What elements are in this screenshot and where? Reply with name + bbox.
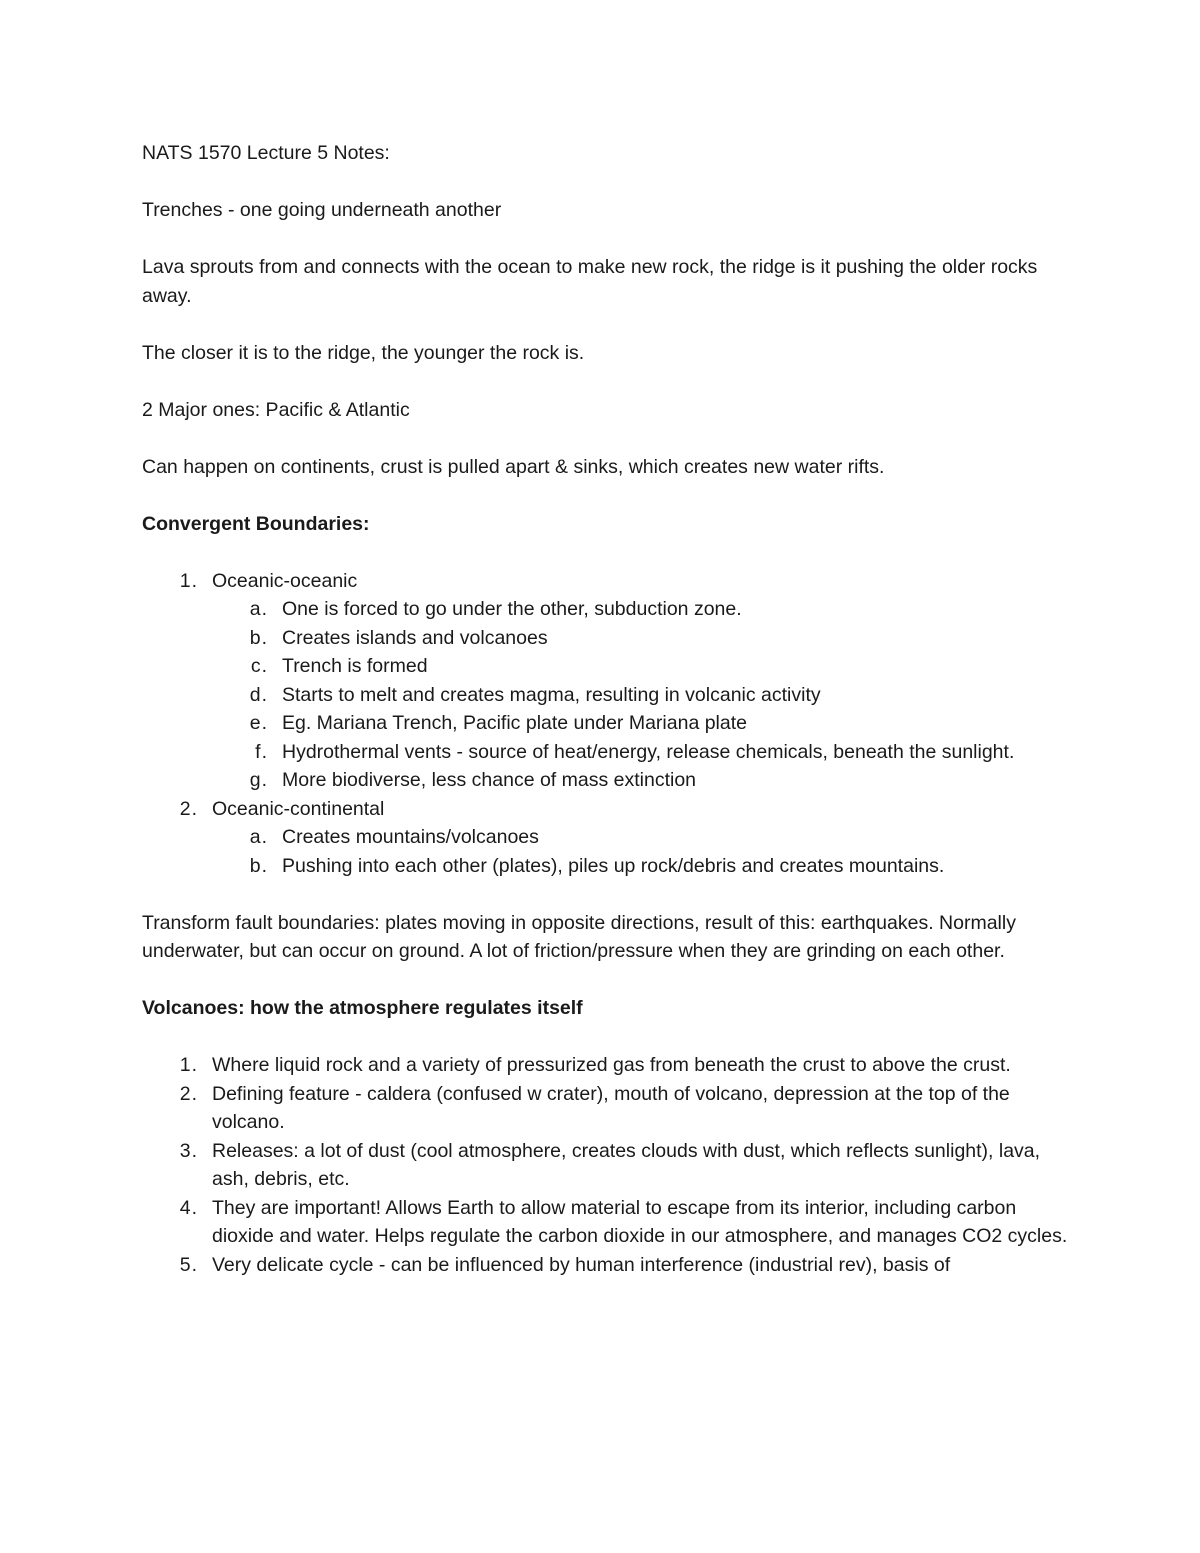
list-marker: 5. bbox=[179, 1253, 198, 1276]
sub-list-item bbox=[142, 652, 1072, 681]
heading-volcanoes: Volcanoes: how the atmosphere regulates itself bbox=[142, 997, 583, 1019]
list-marker: 1. bbox=[179, 569, 198, 592]
convergent-list bbox=[142, 567, 1072, 881]
sub-list-item-text: Eg. Mariana Trench, Pacific plate under Mariana plate bbox=[282, 712, 748, 734]
sub-list-item-text: Starts to melt and creates magma, resulting in volcanic activity bbox=[282, 683, 821, 706]
list-item bbox=[142, 1080, 1072, 1137]
sub-list-item bbox=[142, 766, 1072, 795]
sub-list-item bbox=[142, 681, 1072, 710]
heading-convergent: Convergent Boundaries: bbox=[142, 512, 370, 535]
sub-list-marker: c. bbox=[250, 655, 268, 677]
sub-list-marker: d. bbox=[249, 683, 268, 706]
paragraph-trenches: Trenches - one going underneath another bbox=[142, 199, 502, 221]
list-marker: 1. bbox=[179, 1054, 198, 1076]
list-item bbox=[142, 1251, 1072, 1280]
sub-list-item-text: Trench is formed bbox=[282, 655, 428, 677]
list-item-text: Releases: a lot of dust (cool atmosphere, creates clouds with dust, which reflects sunlight), lava, ash, debris, etc. bbox=[212, 1139, 1041, 1190]
sub-list-marker: f. bbox=[255, 740, 268, 763]
sub-list-item bbox=[142, 624, 1072, 653]
sub-list-item bbox=[142, 595, 1072, 624]
list-item-text: Defining feature - caldera (confused w crater), mouth of volcano, depression at the top of the volcano. bbox=[212, 1082, 1010, 1133]
sub-list-item-text: Hydrothermal vents - source of heat/energy, release chemicals, beneath the sunlight. bbox=[282, 740, 1015, 763]
volcanoes-list bbox=[142, 1051, 1072, 1279]
list-marker: 4. bbox=[179, 1196, 198, 1219]
paragraph-lava: Lava sprouts from and connects with the ocean to make new rock, the ridge is it pushing the older rocks away. bbox=[142, 256, 1038, 307]
list-item-text: They are important! Allows Earth to allow material to escape from its interior, including carbon dioxide and water. Helps regulate the carbon dioxide in our atmosphere, and manages CO2 cycles. bbox=[212, 1196, 1068, 1247]
list-item-text: Oceanic-oceanic bbox=[212, 569, 358, 592]
sub-list-marker: b. bbox=[249, 854, 268, 877]
sub-list-marker: e. bbox=[249, 712, 268, 734]
document-title: NATS 1570 Lecture 5 Notes: bbox=[142, 142, 390, 164]
sub-list-marker: a. bbox=[249, 826, 268, 848]
sub-list-item bbox=[142, 738, 1072, 767]
sub-list-item bbox=[142, 852, 1072, 881]
list-marker: 3. bbox=[179, 1139, 198, 1162]
sub-list-item-text: Creates mountains/volcanoes bbox=[282, 826, 539, 848]
list-item bbox=[142, 1051, 1072, 1080]
sub-list-marker: a. bbox=[249, 598, 268, 620]
sub-list-item bbox=[142, 823, 1072, 852]
paragraph-continents: Can happen on continents, crust is pulled apart & sinks, which creates new water rifts. bbox=[142, 455, 885, 478]
paragraph-ridge-age: The closer it is to the ridge, the younger the rock is. bbox=[142, 341, 585, 364]
sub-list-item-text: More biodiverse, less chance of mass extinction bbox=[282, 769, 697, 791]
sub-list-item bbox=[142, 709, 1072, 738]
document-page bbox=[142, 139, 1072, 1308]
list-item bbox=[142, 567, 1072, 596]
list-item-text: Where liquid rock and a variety of pressurized gas from beneath the crust to above the crust. bbox=[212, 1054, 1011, 1076]
list-item bbox=[142, 795, 1072, 824]
sub-list-item-text: Pushing into each other (plates), piles up rock/debris and creates mountains. bbox=[282, 854, 945, 877]
paragraph-major-ones: 2 Major ones: Pacific & Atlantic bbox=[142, 398, 410, 421]
list-item bbox=[142, 1137, 1072, 1194]
list-item bbox=[142, 1194, 1072, 1251]
sub-list-item-text: One is forced to go under the other, subduction zone. bbox=[282, 598, 742, 620]
list-marker: 2. bbox=[179, 797, 198, 820]
list-item-text: Very delicate cycle - can be influenced by human interference (industrial rev), basis of bbox=[212, 1253, 951, 1276]
sub-list-item-text: Creates islands and volcanoes bbox=[282, 626, 548, 649]
sub-list-marker: g. bbox=[249, 769, 268, 791]
paragraph-transform: Transform fault boundaries: plates moving in opposite directions, result of this: earthquakes. Normally underwater, but can occur on ground. A lot of friction/pressure when they are grinding on each other. bbox=[142, 911, 1016, 962]
sub-list-marker: b. bbox=[249, 626, 268, 649]
list-marker: 2. bbox=[179, 1082, 198, 1105]
list-item-text: Oceanic-continental bbox=[212, 797, 385, 820]
